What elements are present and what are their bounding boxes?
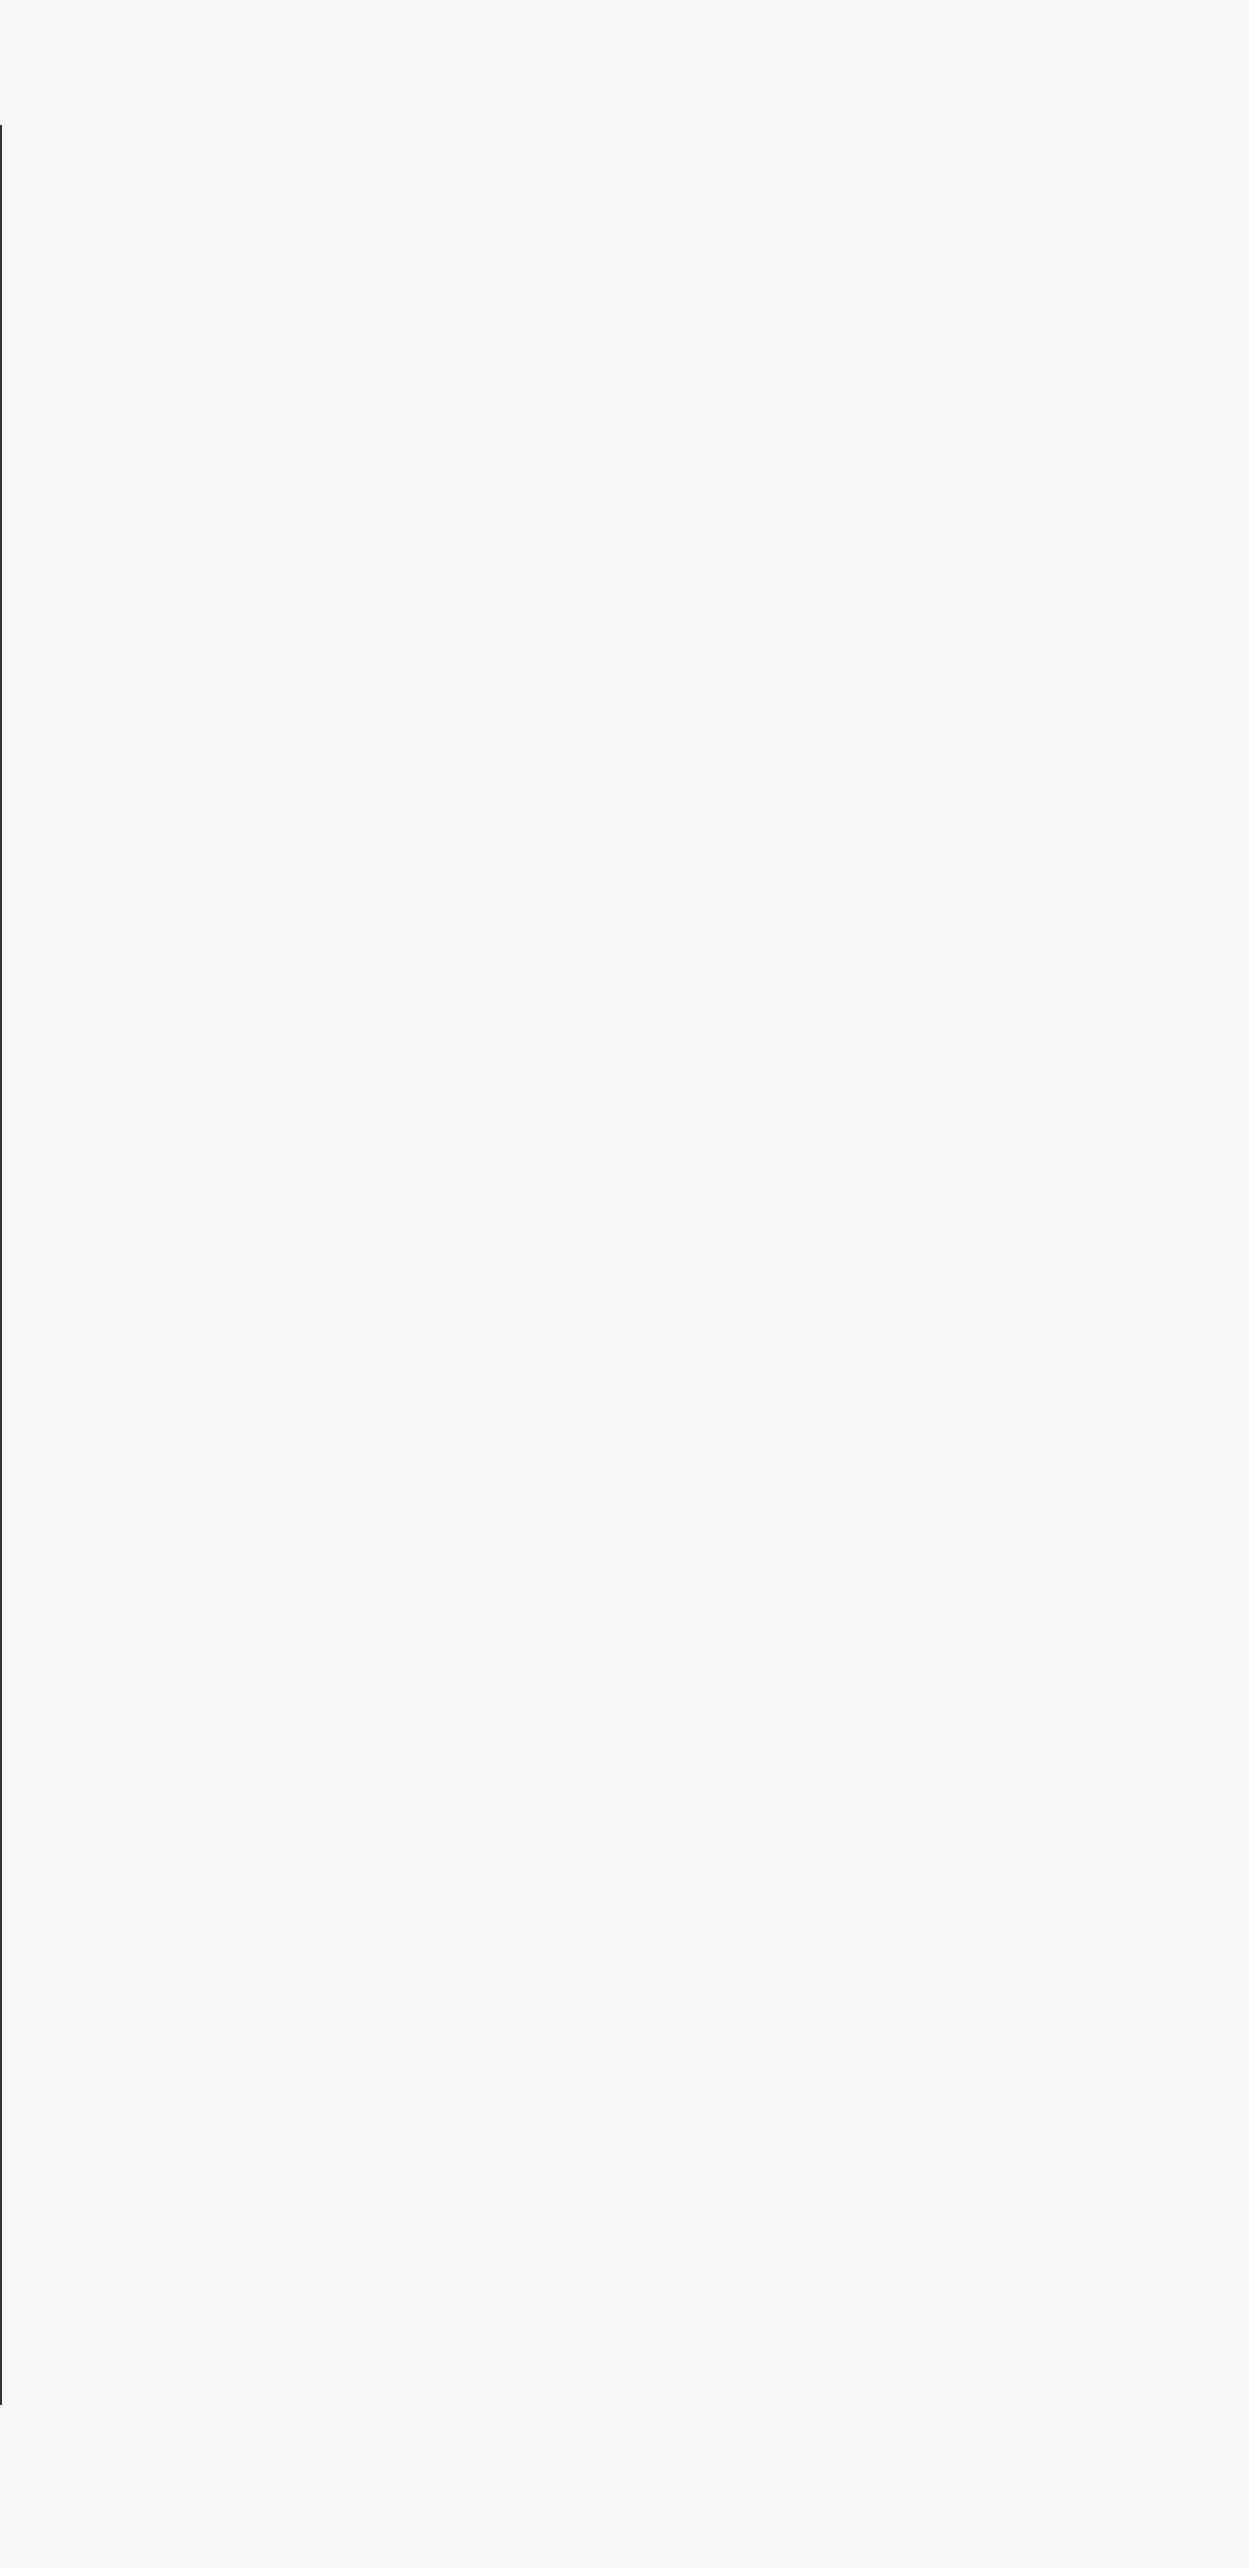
document-page: [0, 108, 1249, 416]
intro-line: [0, 152, 1249, 196]
stage-direction: [0, 328, 1249, 372]
dialogue-1-heading: [0, 240, 1249, 284]
left-margin-rule: [0, 125, 2, 2405]
intro-line: [0, 196, 1249, 240]
intro-line: [0, 108, 1249, 152]
section-b-intro: [0, 108, 1249, 240]
dialogue-3-heading: [0, 372, 1249, 416]
dialogue-2-heading: [0, 284, 1249, 328]
